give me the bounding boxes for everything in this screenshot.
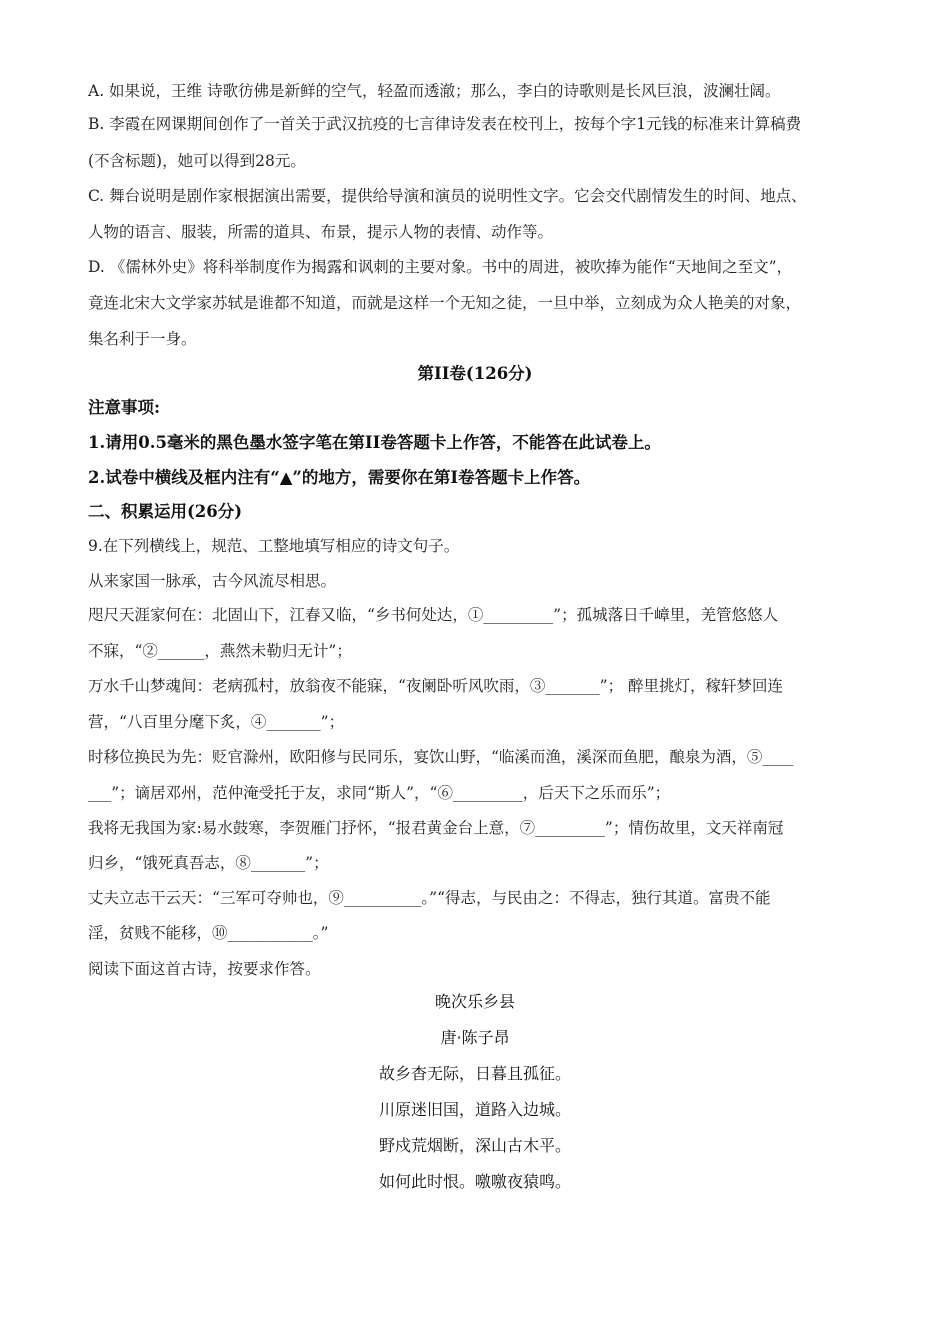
part2-title: 二、积累运用(26分) (88, 502, 243, 521)
question-9-line: 我将无我国为家:易水鼓寒，李贺雁门抒怀，“报君黄金台上意，⑦_________”；情伤故里，文天祥南冠 (88, 819, 784, 837)
option-c-line-2: 人物的语言、服装，所需的道具、布景，提示人物的表情、动作等。 (88, 223, 554, 241)
option-a-line-1: A. 如果说，王维 诗歌彷佛是新鲜的空气，轻盈而透澈；那么，李白的诗歌则是长风巨浪，波澜壮阔。 (88, 82, 781, 100)
poem-line: 故乡杳无际，日暮且孤征。 (378, 1064, 571, 1083)
poem-author: 唐·陈子昂 (440, 1028, 510, 1047)
option-b-line-1: B. 李霞在网课期间创作了一首关于武汉抗疫的七言律诗发表在校刊上，按每个字1元钱的标准来计算稿费 (88, 115, 802, 133)
question-9-line: 时移位换民为先：贬官滁州，欧阳修与民同乐，宴饮山野，“临溪而渔，溪深而鱼肥，酿泉为酒，⑤____ (88, 748, 794, 766)
option-d-line-1: D. 《儒林外史》将科举制度作为揭露和讽刺的主要对象。书中的周进，被吹捧为能作“天地间之至文”， (88, 258, 793, 276)
poem-line: 川原迷旧国，道路入边城。 (378, 1100, 571, 1119)
question-9-line: 营，“八百里分麾下炙，④_______”； (88, 713, 345, 731)
question-9-line: 万水千山梦魂间：老病孤村，放翁夜不能寐，“夜阑卧听风吹雨，③_______”； 醉里挑灯，稼轩梦回连 (88, 677, 784, 695)
option-d-line-3: 集名利于一身。 (88, 330, 197, 348)
question-9-line: 归乡，“饿死真吾志，⑧_______”； (88, 854, 329, 872)
section-title: 第II卷(126分) (417, 364, 533, 383)
poem-title: 晚次乐乡县 (434, 992, 515, 1011)
option-b-line-2: (不含标题)，她可以得到28元。 (88, 152, 306, 170)
reading-prompt: 阅读下面这首古诗，按要求作答。 (88, 960, 321, 978)
question-9-prompt: 9.在下列横线上，规范、工整地填写相应的诗文句子。 (88, 537, 460, 555)
option-c-line-1: C. 舞台说明是剧作家根据演出需要，提供给导演和演员的说明性文字。它会交代剧情发生的时间、地点、 (88, 187, 807, 205)
question-9-intro: 从来家国一脉承，古今风流尽相思。 (88, 572, 337, 590)
question-9-line: 咫尺天涯家何在：北固山下，江春又临，“乡书何处达，①_________”；孤城落日千嶂里，羌管悠悠人 (88, 606, 779, 624)
poem-line: 如何此时恨。噭噭夜猿鸣。 (378, 1172, 571, 1191)
notes-item-2: 2.试卷中横线及框内注有“▲”的地方，需要你在第I卷答题卡上作答。 (88, 468, 591, 487)
question-9-line: 不寐，“②______，燕然未勒归无计”； (88, 642, 352, 660)
option-d-line-2: 竟连北宋大文学家苏轼是谁都不知道，而就是这样一个无知之徒，一旦中举，立刻成为众人艳美的对象， (88, 294, 802, 312)
notes-heading: 注意事项: (88, 398, 161, 417)
question-9-line: 丈夫立志干云天：“三军可夺帅也，⑨__________。”“得志，与民由之：不得志，独行其道。富贵不能 (88, 889, 771, 907)
question-9-line: ___”；谪居邓州，范仲淹受托于友，求同“斯人”，“⑥_________，后天下之乐而乐”； (88, 784, 671, 802)
poem-line: 野戍荒烟断，深山古木平。 (378, 1136, 571, 1155)
question-9-line: 淫，贫贱不能移，⑩___________。” (88, 924, 329, 942)
notes-item-1: 1.请用0.5毫米的黑色墨水签字笔在第II卷答题卡上作答，不能答在此试卷上。 (88, 433, 661, 452)
